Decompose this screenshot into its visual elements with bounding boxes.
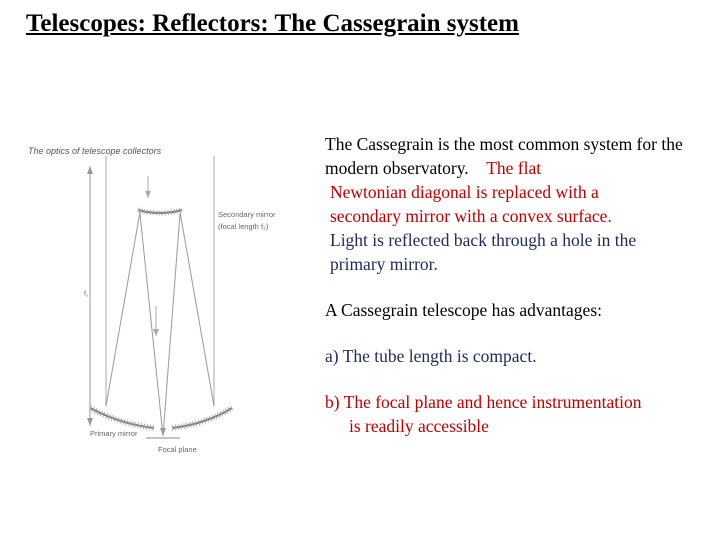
diagram-caption: The optics of telescope collectors [28,146,162,156]
cassegrain-diagram [20,136,310,486]
secondary-mirror-label: Secondary mirror [218,210,276,219]
cassegrain-description [325,132,705,276]
advantage-b-line-1: b) The focal plane and hence instrumentation [325,392,642,412]
focal-plane-label: Focal plane [158,445,197,454]
slide-body [325,132,705,438]
flat-diagonal-text-3: secondary mirror with a convex surface. [330,206,612,226]
slide-title: Telescopes: Reflectors: The Cassegrain system [26,10,519,37]
intro-text: The Cassegrain is the most common system for the modern observatory. [325,134,683,178]
flat-diagonal-text-1: The flat [486,158,542,178]
advantage-b [325,390,705,438]
flat-diagonal-text-2: Newtonian diagonal is replaced with a [330,182,599,202]
light-reflected-text-1: Light is reflected back through a hole in the [330,230,637,250]
focal-length-label: (focal length f₂) [218,222,269,231]
advantages-heading: A Cassegrain telescope has advantages: [325,300,602,320]
light-reflected-text-2: primary mirror. [330,254,438,274]
primary-mirror-label: Primary mirror [90,429,138,438]
advantage-a: a) The tube length is compact. [325,346,537,366]
advantage-b-line-2: is readily accessible [349,416,489,436]
f-label: f₁ [84,291,89,298]
